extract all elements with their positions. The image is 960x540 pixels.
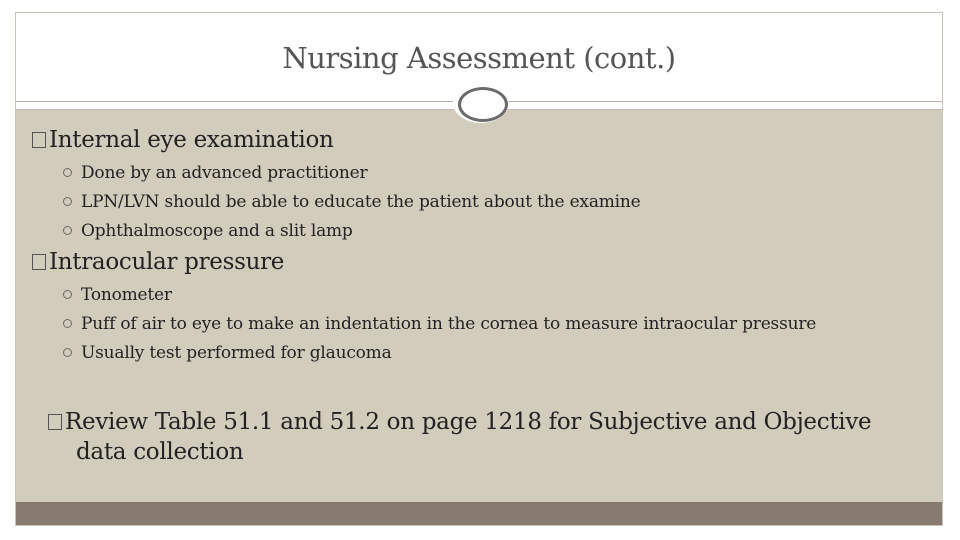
list-item-text: Tonometer — [81, 285, 172, 305]
circle-bullet-icon — [63, 319, 72, 328]
list-item-text: LPN/LVN should be able to educate the patient about the examine — [81, 192, 641, 212]
square-bullet-icon — [48, 414, 62, 430]
square-bullet-icon — [32, 254, 46, 270]
list-item — [63, 314, 816, 334]
slide-title: Nursing Assessment (cont.) — [282, 41, 676, 75]
section-heading-text: Internal eye examination — [49, 127, 334, 153]
list-item — [63, 285, 172, 305]
circle-bullet-icon — [63, 290, 72, 299]
square-bullet-icon — [32, 132, 46, 148]
list-item-text: Usually test performed for glaucoma — [81, 343, 392, 363]
slide — [15, 12, 943, 526]
circle-bullet-icon — [63, 348, 72, 357]
section-heading-text: Intraocular pressure — [49, 249, 285, 275]
section-heading-internal-eye-examination — [32, 127, 334, 153]
list-item — [63, 343, 392, 363]
section-heading-intraocular-pressure — [32, 249, 284, 275]
circle-bullet-icon — [63, 168, 72, 177]
circle-bullet-icon — [63, 226, 72, 235]
list-item — [63, 221, 353, 241]
review-note-text: Review Table 51.1 and 51.2 on page 1218 for Subjective and Objective data collection — [65, 409, 872, 465]
review-note — [32, 407, 912, 467]
list-item — [63, 192, 641, 212]
list-item-text: Done by an advanced practitioner — [81, 163, 368, 183]
list-item — [63, 163, 367, 183]
list-item-text: Ophthalmoscope and a slit lamp — [81, 221, 353, 241]
circle-bullet-icon — [63, 197, 72, 206]
slide-body — [16, 13, 942, 525]
list-item-text: Puff of air to eye to make an indentation in the cornea to measure intraocular pressure — [81, 314, 817, 334]
